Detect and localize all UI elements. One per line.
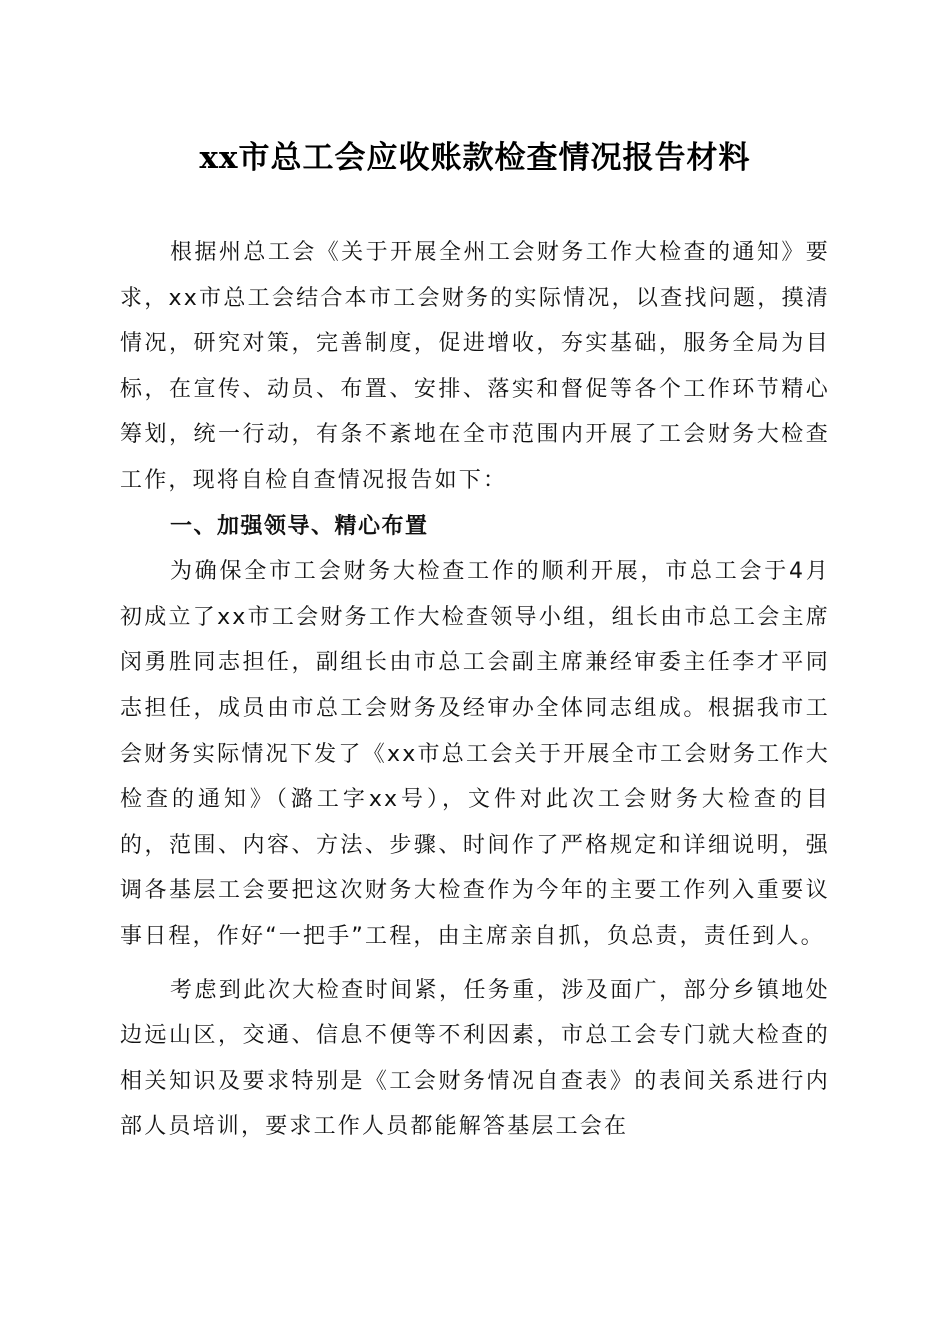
paragraph-gap <box>120 960 830 968</box>
section-heading-1: 一、加强领导、精心布置 <box>170 513 429 539</box>
document-body <box>120 230 830 1150</box>
document-title: xx市总工会应收账款检查情况报告材料 <box>199 140 751 176</box>
section-1-paragraph-1: 为确保全市工会财务大检查工作的顺利开展，市总工会于4月初成立了xx市工会财务工作大检查领导小组，组长由市总工会主席闵勇胜同志担任，副组长由市总工会副主席兼经审委主任李才平同志担任，成员由市总工会财务及经审办全体同志组成。根据我市工会财务实际情况下发了《xx市总工会关于开展全市工会财务工作大检查的通知》（潞工字xx号），文件对此次工会财务大检查的目的，范围、内容、方法、步骤、时间作了严格规定和详细说明，强调各基层工会要把这次财务大检查作为今年的主要工作列入重要议事日程，作好“一把手”工程，由主席亲自抓，负总责，责任到人。 <box>120 559 830 949</box>
intro-paragraph: 根据州总工会《关于开展全州工会财务工作大检查的通知》要求，xx市总工会结合本市工会财务的实际情况，以查找问题，摸清情况，研究对策，完善制度，促进增收，夯实基础，服务全局为目标，在宣传、动员、布置、安排、落实和督促等各个工作环节精心筹划，统一行动，有条不紊地在全市范围内开展了工会财务大检查工作，现将自检自查情况报告如下： <box>120 240 830 493</box>
section-1-paragraph-2: 考虑到此次大检查时间紧，任务重，涉及面广，部分乡镇地处边远山区，交通、信息不便等不利因素，市总工会专门就大检查的相关知识及要求特别是《工会财务情况自查表》的表间关系进行内部人员培训，要求工作人员都能解答基层工会在 <box>120 977 830 1140</box>
